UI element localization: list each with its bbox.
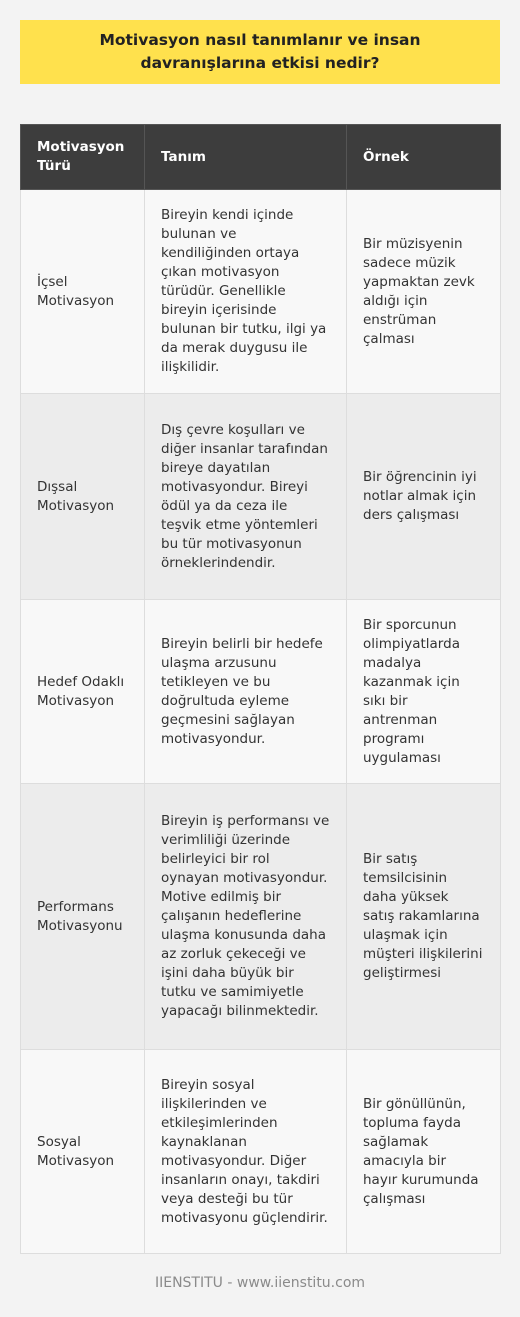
cell-type: Dışsal Motivasyon xyxy=(21,394,145,600)
table-row xyxy=(21,190,501,394)
title-banner xyxy=(20,20,500,84)
table-row xyxy=(21,600,501,784)
cell-example: Bir öğrencinin iyi notlar almak için ders çalışması xyxy=(347,394,501,600)
table-row xyxy=(21,784,501,1050)
cell-type: Sosyal Motivasyon xyxy=(21,1050,145,1254)
cell-example: Bir sporcunun olimpiyatlarda madalya kazanmak için sıkı bir antrenman programı uygulaması xyxy=(347,600,501,784)
motivation-table xyxy=(20,124,501,1254)
cell-type: Hedef Odaklı Motivasyon xyxy=(21,600,145,784)
cell-definition: Bireyin sosyal ilişkilerinden ve etkileşimlerinden kaynaklanan motivasyondur. Diğer insanların onayı, takdiri veya desteği bu tür motivasyonu güçlendirir. xyxy=(145,1050,347,1254)
cell-example: Bir satış temsilcisinin daha yüksek satış rakamlarına ulaşmak için müşteri ilişkilerini geliştirmesi xyxy=(347,784,501,1050)
footer-credit: IIENSTITU - www.iienstitu.com xyxy=(154,1275,366,1291)
cell-definition: Dış çevre koşulları ve diğer insanlar tarafından bireye dayatılan motivasyondur. Bireyi ödül ya da ceza ile teşvik etme yöntemleri bu tür motivasyonun örneklerindendir. xyxy=(145,394,347,600)
cell-type: İçsel Motivasyon xyxy=(21,190,145,394)
page-title: Motivasyon nasıl tanımlanır ve insan davranışlarına etkisi nedir? xyxy=(99,31,421,72)
header-example: Örnek xyxy=(347,125,501,190)
cell-type: Performans Motivasyonu xyxy=(21,784,145,1050)
cell-definition: Bireyin kendi içinde bulunan ve kendiliğinden ortaya çıkan motivasyon türüdür. Genellikle bireyin içerisinde bulunan bir tutku, ilgi ya da merak duygusu ile ilişkilidir. xyxy=(145,190,347,394)
header-definition: Tanım xyxy=(145,125,347,190)
cell-definition: Bireyin iş performansı ve verimliliği üzerinde belirleyici bir rol oynayan motivasyondur. Motive edilmiş bir çalışanın hedeflerine ulaşma konusunda daha az zorluk çekeceği ve işini daha büyük bir tutku ve samimiyetle yapacağı bilinmektedir. xyxy=(145,784,347,1050)
table-row xyxy=(21,394,501,600)
table-header-row xyxy=(21,125,501,190)
cell-definition: Bireyin belirli bir hedefe ulaşma arzusunu tetikleyen ve bu doğrultuda eyleme geçmesini sağlayan motivasyondur. xyxy=(145,600,347,784)
header-type: Motivasyon Türü xyxy=(21,125,145,190)
table-row xyxy=(21,1050,501,1254)
cell-example: Bir gönüllünün, topluma fayda sağlamak amacıyla bir hayır kurumunda çalışması xyxy=(347,1050,501,1254)
cell-example: Bir müzisyenin sadece müzik yapmaktan zevk aldığı için enstrüman çalması xyxy=(347,190,501,394)
